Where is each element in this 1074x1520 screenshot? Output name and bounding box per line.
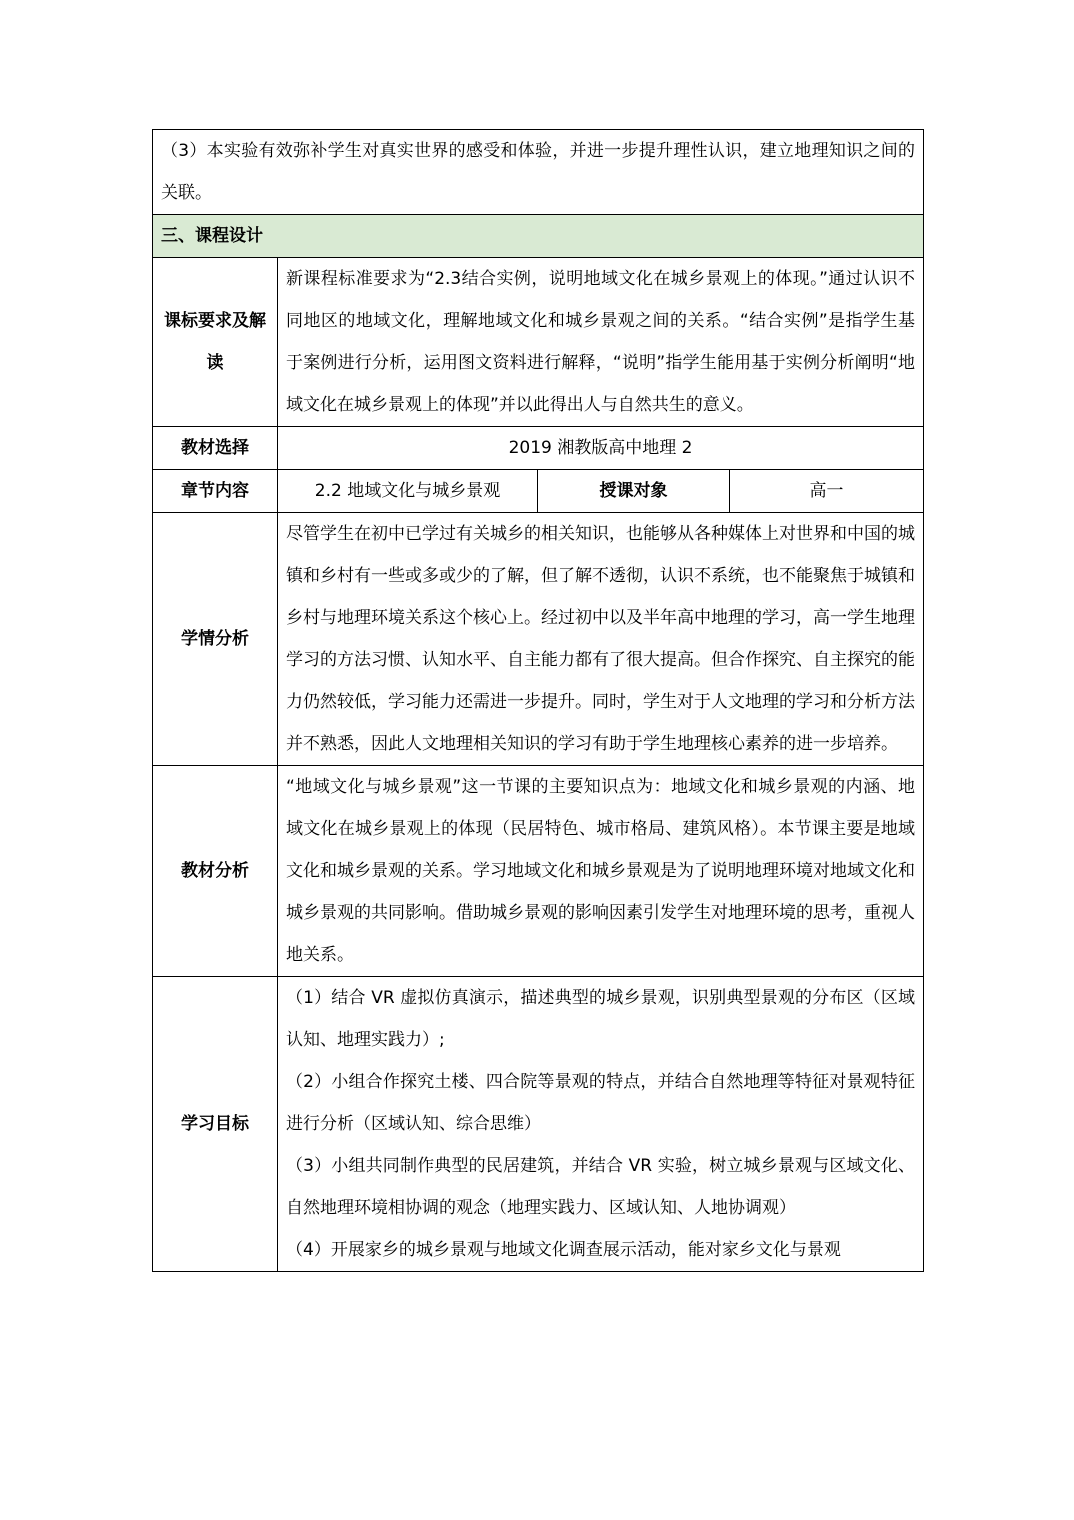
objective-item: （4）开展家乡的城乡景观与地域文化调查展示活动，能对家乡文化与景观 — [286, 1240, 841, 1260]
course-design-table — [152, 129, 924, 1272]
learner-label: 学情分析 — [153, 513, 278, 766]
learner-text: 尽管学生在初中已学过有关城乡的相关知识，也能够从各种媒体上对世界和中国的城镇和乡村有一些或多或少的了解，但了解不透彻，认识不系统，也不能聚焦于城镇和乡村与地理环境关系这个核心上。经过初中以及半年高中地理的学习，高一学生地理学习的方法习惯、认知水平、自主能力都有了很大提高。但合作探究、自主探究的能力仍然较低，学习能力还需进一步提升。同时，学生对于人文地理的学习和分析方法并不熟悉，因此人文地理相关知识的学习有助于学生地理核心素养的进一步培养。 — [278, 513, 924, 766]
chapter-row — [153, 470, 924, 513]
intro-row — [153, 130, 924, 215]
textbook-row — [153, 427, 924, 470]
textbook-label: 教材选择 — [153, 427, 278, 470]
material-label: 教材分析 — [153, 766, 278, 977]
learner-row — [153, 513, 924, 766]
audience-value: 高一 — [730, 470, 924, 513]
objectives-list — [278, 977, 924, 1272]
section-title: 三、课程设计 — [153, 215, 924, 258]
audience-label: 授课对象 — [538, 470, 730, 513]
textbook-value: 2019 湘教版高中地理 2 — [278, 427, 924, 470]
material-row — [153, 766, 924, 977]
chapter-label: 章节内容 — [153, 470, 278, 513]
chapter-value: 2.2 地域文化与城乡景观 — [278, 470, 538, 513]
objective-item: （1）结合 VR 虚拟仿真演示，描述典型的城乡景观，识别典型景观的分布区（区域认知、地理实践力）; — [286, 988, 916, 1050]
standard-row — [153, 258, 924, 427]
objective-item: （3）小组共同制作典型的民居建筑，并结合 VR 实验，树立城乡景观与区域文化、自然地理环境相协调的观念（地理实践力、区域认知、人地协调观） — [286, 1156, 916, 1218]
objectives-row — [153, 977, 924, 1272]
standard-text: 新课程标准要求为“2.3结合实例，说明地域文化在城乡景观上的体现。”通过认识不同地区的地域文化，理解地域文化和城乡景观之间的关系。“结合实例”是指学生基于案例进行分析，运用图文资料进行解释，“说明”指学生能用基于实例分析阐明“地域文化在城乡景观上的体现”并以此得出人与自然共生的意义。 — [278, 258, 924, 427]
standard-label: 课标要求及解读 — [153, 258, 278, 427]
intro-text: （3）本实验有效弥补学生对真实世界的感受和体验，并进一步提升理性认识，建立地理知识之间的关联。 — [153, 130, 924, 215]
objectives-label: 学习目标 — [153, 977, 278, 1272]
objective-item: （2）小组合作探究土楼、四合院等景观的特点，并结合自然地理等特征对景观特征进行分析（区域认知、综合思维） — [286, 1072, 916, 1134]
section-row — [153, 215, 924, 258]
material-text: “地域文化与城乡景观”这一节课的主要知识点为：地域文化和城乡景观的内涵、地域文化在城乡景观上的体现（民居特色、城市格局、建筑风格）。本节课主要是地域文化和城乡景观的关系。学习地域文化和城乡景观是为了说明地理环境对地域文化和城乡景观的共同影响。借助城乡景观的影响因素引发学生对地理环境的思考，重视人地关系。 — [278, 766, 924, 977]
